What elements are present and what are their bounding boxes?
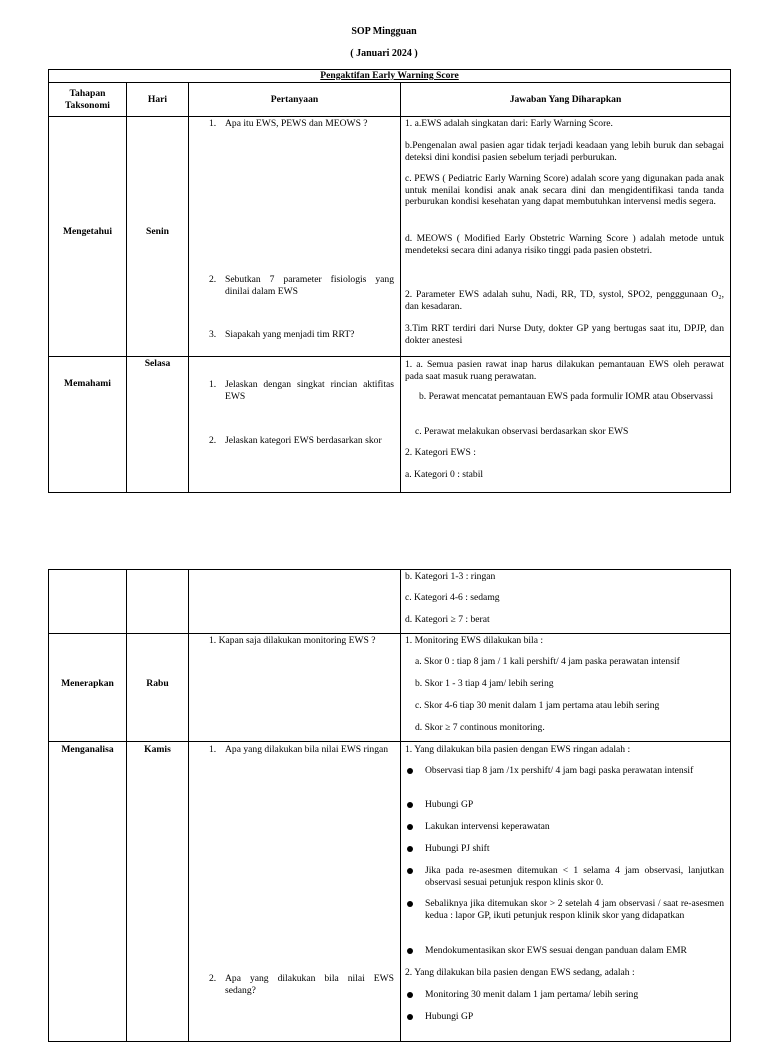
question-item: 3. Siapakah yang menjadi tim RRT? [209,329,355,340]
bullet-item: Jika pada re-asesmen ditemukan < 1 selama 4 jam observasi, lanjutkan observasi sesuai petunjuk respon klinis skor 0. [405,865,724,888]
table-row-continued [49,570,731,634]
taksonomi-mengetahui: Mengetahui [62,226,113,237]
hari-selasa: Selasa [144,358,171,369]
question-item: 1. Kapan saja dilakukan monitoring EWS ? [209,635,376,646]
answer-text: c. Perawat melakukan observasi berdasarkan skor EWS [415,426,629,437]
table-row-menerapkan [49,634,731,742]
document-subtitle: ( Januari 2024 ) [350,48,418,59]
answer-text: a. Kategori 0 : stabil [405,469,484,480]
table-row-memahami [49,357,731,493]
answer-text: b. Skor 1 - 3 tiap 4 jam/ lebih sering [415,678,554,689]
bullet-item: Lakukan intervensi keperawatan [405,821,724,833]
answer-text: c. PEWS ( Pediatric Early Warning Score) adalah score yang digunakan pada anak untuk menilai kondisi anak anak secara dini dan mengidentifikasi tanda tanda perburukan kondisi kesehatan yang dapat membutuhkan intervensi medis segera. [405,173,724,207]
answer-text: 3.Tim RRT terdiri dari Nurse Duty, dokter GP yang bertugas saat itu, DPJP, dan dokter anestesi [405,323,724,346]
question-item: 1. Apa yang dilakukan bila nilai EWS ringan [209,744,389,755]
question-item: 2. Apa yang dilakukan bila nilai EWS sedang? [209,973,394,996]
answer-text: b. Perawat mencatat pemantauan EWS pada formulir IOMR atau Observassi [419,391,714,402]
question-item: 2. Jelaskan kategori EWS berdasarkan skor [209,435,382,446]
answer-text: d. MEOWS ( Modified Early Obstetric Warning Score ) adalah metode untuk mendeteksi secara dini adanya risiko tinggi pada pasien obstetri. [405,233,724,256]
taksonomi-menganalisa: Menganalisa [61,744,114,755]
answer-text: d. Kategori ≥ 7 : berat [405,614,490,625]
bullet-item: Hubungi PJ shift [405,843,724,855]
header-pertanyaan: Pertanyaan [189,83,401,117]
table-caption: Pengaktifan Early Warning Score [49,70,731,83]
question-item: 1. Jelaskan dengan singkat rincian aktifitas EWS [209,379,394,402]
bullet-item: Sebaliknya jika ditemukan skor > 2 setelah 4 jam observasi / saat re-asesmen kedua : lapor GP, ikuti petunjuk respon klinik skor yang didapatkan [405,898,724,921]
answer-text: 1. a. Semua pasien rawat inap harus dilakukan pemantauan EWS oleh perawat pada saat masuk ruang perawatan. [405,359,724,382]
answer-text: c. Skor 4-6 tiap 30 menit dalam 1 jam pertama atau lebih sering [415,700,660,711]
header-jawaban: Jawaban Yang Diharapkan [401,83,731,117]
table-row-mengetahui [49,117,731,357]
bullet-item: Mendokumentasikan skor EWS sesuai dengan panduan dalam EMR [405,945,724,957]
answer-text: c. Kategori 4-6 : sedamg [405,592,500,603]
answer-text: 1. Yang dilakukan bila pasien dengan EWS ringan adalah : [405,744,631,755]
hari-kamis: Kamis [144,744,171,755]
hari-rabu: Rabu [146,678,169,689]
answer-text: 2. Parameter EWS adalah suhu, Nadi, RR, TD, systol, SPO2, pengggunaan O₂, dan kesadaran. [405,289,724,312]
sop-table-page-2 [48,569,731,1042]
bullet-item: Monitoring 30 menit dalam 1 jam pertama/ lebih sering [405,989,724,1001]
bullet-item: Hubungi GP [405,799,724,811]
answer-text: 1. a.EWS adalah singkatan dari: Early Warning Score. [405,118,613,129]
bullet-item: Hubungi GP [405,1011,724,1023]
answer-text: a. Skor 0 : tiap 8 jam / 1 kali pershift/ 4 jam paska perawatan intensif [415,656,680,667]
answer-text: 2. Kategori EWS : [405,447,476,458]
sop-table-page-1 [48,69,731,493]
header-tahapan-taksonomi: Tahapan Taksonomi [49,83,127,117]
document-title: SOP Mingguan [351,26,417,37]
answer-text: 2. Yang dilakukan bila pasien dengan EWS sedang, adalah : [405,967,635,978]
bullet-item: Observasi tiap 8 jam /1x pershift/ 4 jam bagi paska perawatan intensif [405,765,724,777]
question-item: 1. Apa itu EWS, PEWS dan MEOWS ? [209,118,368,129]
hari-senin: Senin [146,226,169,237]
taksonomi-menerapkan: Menerapkan [61,678,114,689]
header-hari: Hari [127,83,189,117]
taksonomi-memahami: Memahami [64,378,111,389]
answer-text: d. Skor ≥ 7 continous monitoring. [415,722,545,733]
answer-text: 1. Monitoring EWS dilakukan bila : [405,635,544,646]
answer-text: b. Kategori 1-3 : ringan [405,571,496,582]
question-item: 2. Sebutkan 7 parameter fisiologis yang dinilai dalam EWS [209,274,394,297]
answer-text: b.Pengenalan awal pasien agar tidak terjadi keadaan yang lebih buruk dan sebagai deteksi dini kondisi pasien sebelum terjadi perburukan. [405,140,724,163]
table-row-menganalisa [49,742,731,1042]
